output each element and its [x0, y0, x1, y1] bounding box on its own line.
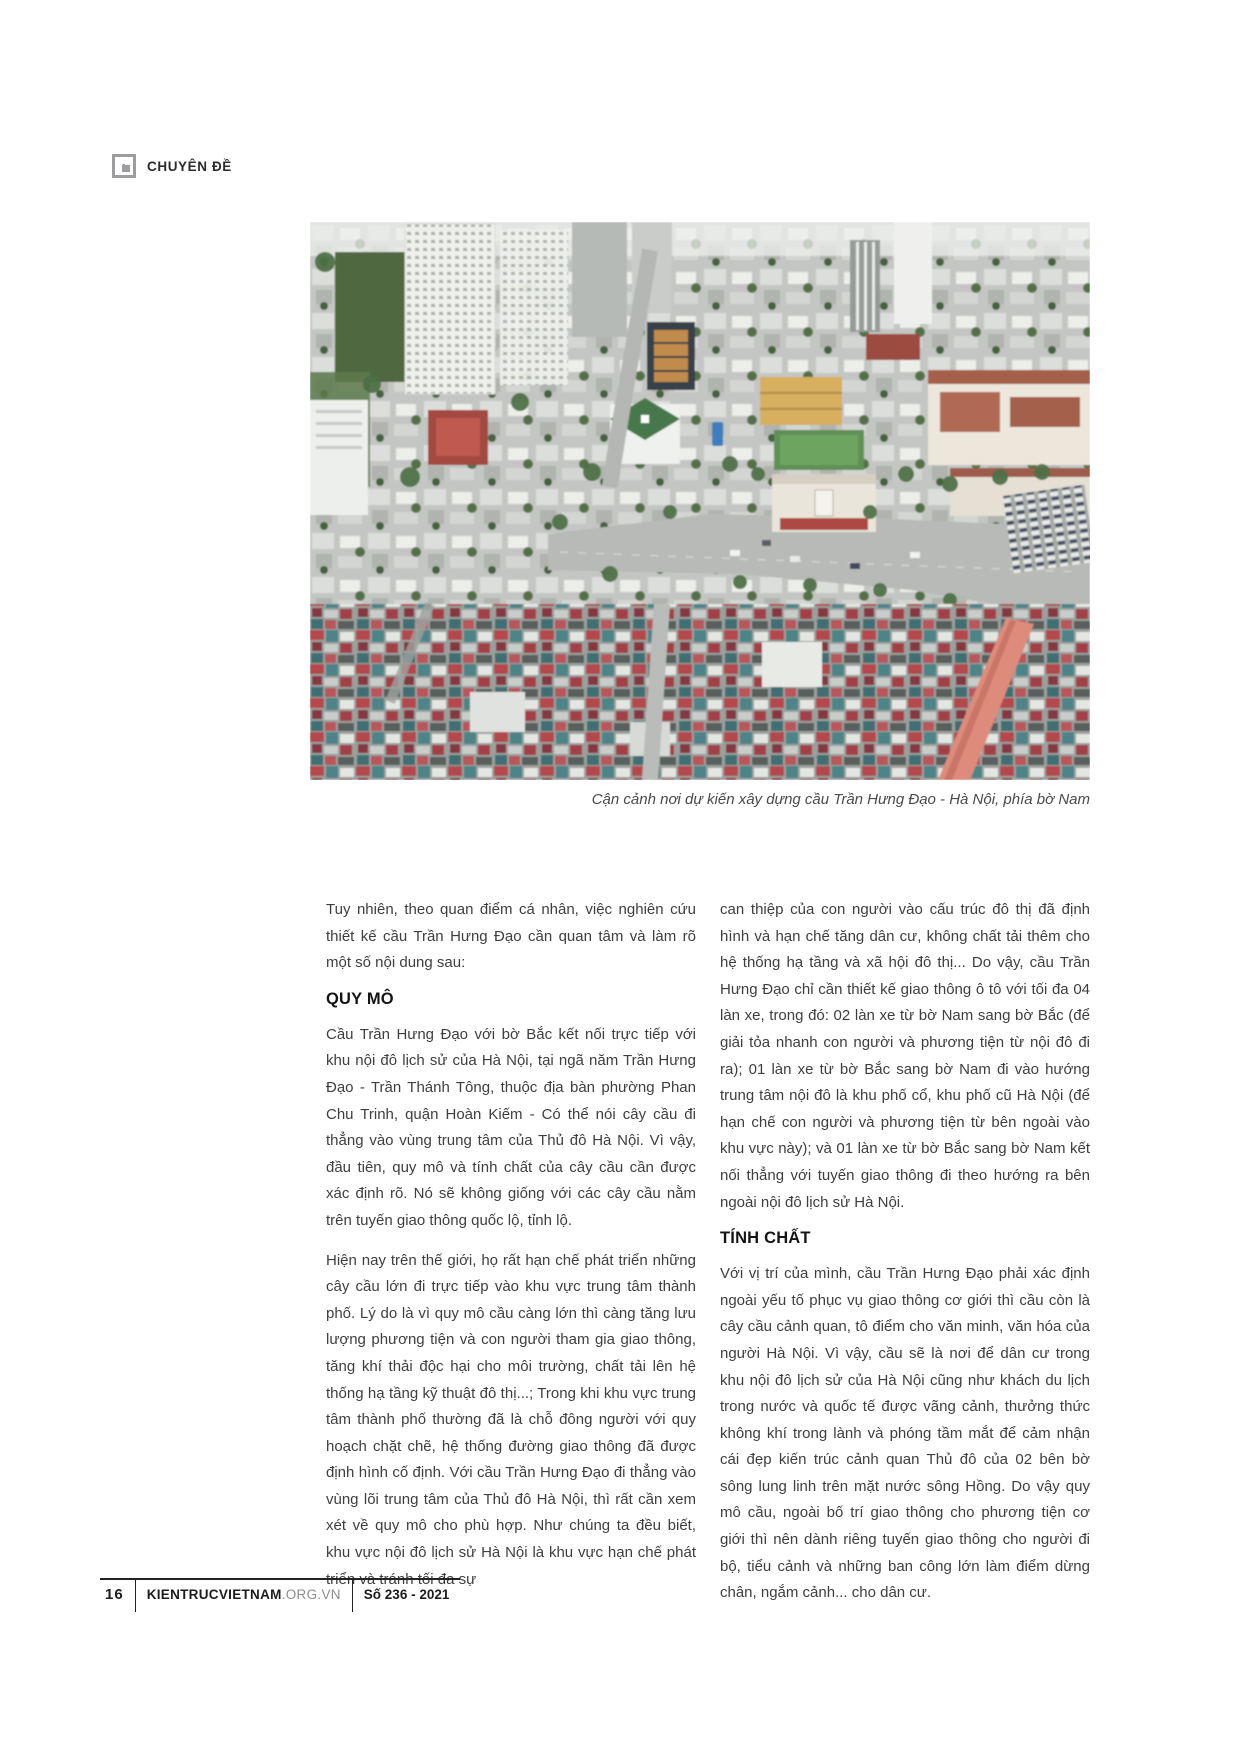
paragraph: can thiệp của con người vào cấu trúc đô thị đã định hình và hạn chế tăng dân cư, không chất tải thêm cho hệ thống hạ tầng và xã hội đô thị... Do vậy, cầu Trần Hưng Đạo chỉ cần thiết kế giao thông ô tô với tối đa 04 làn xe, trong đó: 02 làn xe từ bờ Nam sang bờ Bắc (để giải tỏa nhanh con người và phương tiện từ nội đô đi ra); 01 làn xe từ bờ Bắc sang bờ Nam đi vào hướng trung tâm nội đô là khu phố cổ, khu phố cũ Hà Nội (để hạn chế con người và phương tiện từ bên ngoài vào khu vực này); và 01 làn xe từ bờ Bắc sang bờ Nam kết nối thẳng với tuyến giao thông đi theo hướng ra bên ngoài nội đô lịch sử Hà Nội.	[720, 901, 1090, 1211]
article-left-column	[326, 897, 696, 1620]
kientrucvietnam-logo-icon	[112, 154, 136, 178]
photo-caption: Cận cảnh nơi dự kiến xây dựng cầu Trần Hưng Đạo - Hà Nội, phía bờ Nam	[591, 791, 1090, 808]
footer-site: KIENTRUCVIETNAM .ORG.VN	[135, 1580, 352, 1612]
aerial-photo	[310, 222, 1090, 780]
page-number: 16	[105, 1586, 124, 1603]
paragraph: Với vị trí của mình, cầu Trần Hưng Đạo phải xác định ngoài yếu tố phục vụ giao thông cơ giới thì cầu còn là cây cầu cảnh quan, tô điểm cho văn minh, văn hóa của người Hà Nội. Vì vậy, cầu sẽ là nơi để dân cư trong khu nội đô lịch sử của Hà Nội cũng như khách du lịch trong nước và quốc tế được vãng cảnh, thưởng thức không khí trong lành và phóng tầm mắt để cảm nhận cái đẹp kiến trúc cảnh quan Thủ đô của 02 bên bờ sông lung linh trên mặt nước sông Hồng. Do vậy quy mô cầu, ngoài bố trí giao thông cho phương tiện cơ giới thì nên dành riêng tuyến giao thông cho người đi bộ, tiểu cảnh và những ban công lớn làm điểm dừng chân, ngắm cảnh... cho dân cư.	[720, 1265, 1090, 1602]
section-heading-tinh-chat: TÍNH CHẤT	[720, 1229, 811, 1248]
paragraph: Tuy nhiên, theo quan điểm cá nhân, việc nghiên cứu thiết kế cầu Trần Hưng Đạo cần quan tâm và làm rõ một số nội dung sau:	[326, 901, 696, 972]
section-heading-quy-mo: QUY MÔ	[326, 989, 394, 1008]
footer-issue: Số 236 - 2021	[352, 1580, 461, 1612]
paragraph: Cầu Trần Hưng Đạo với bờ Bắc kết nối trực tiếp với khu nội đô lịch sử của Hà Nội, tại ngã năm Trần Hưng Đạo - Trần Thánh Tông, thuộc địa bàn phường Phan Chu Trinh, quận Hoàn Kiếm - Có thể nói cây cầu đi thẳng vào vùng trung tâm của Thủ đô Hà Nội. Vì vậy, đầu tiên, quy mô và tính chất của cây cầu cần được xác định rõ. Nó sẽ không giống với các cây cầu nằm trên tuyến giao thông quốc lộ, tỉnh lộ.	[326, 1025, 696, 1229]
section-header	[112, 154, 232, 178]
page-footer	[100, 1578, 460, 1612]
section-label: CHUYÊN ĐỀ	[147, 158, 232, 174]
article-right-column	[720, 897, 1090, 1620]
article-body	[326, 897, 1090, 1620]
aerial-photo-figure	[310, 222, 1090, 780]
paragraph: Hiện nay trên thế giới, họ rất hạn chế phát triển những cây cầu lớn đi trực tiếp vào khu vực trung tâm thành phố. Lý do là vì quy mô cầu càng lớn thì càng tăng lưu lượng phương tiện và con người tham gia giao thông, tăng khí thải độc hại cho môi trường, chất tải lên hệ thống hạ tầng kỹ thuật đô thị...; Trong khi khu vực trung tâm thành phố thường đã là chỗ đông người với quy hoạch chặt chẽ, hệ thống đường giao thông đã được định hình cố định. Với cầu Trần Hưng Đạo đi thẳng vào vùng lõi trung tâm của Thủ đô Hà Nội, thì rất cần xem xét về quy mô cho phù hợp. Như chúng ta đều biết, khu vực nội đô lịch sử Hà Nội là khu vực hạn chế phát triển và tránh tối đa sự	[326, 1251, 696, 1588]
